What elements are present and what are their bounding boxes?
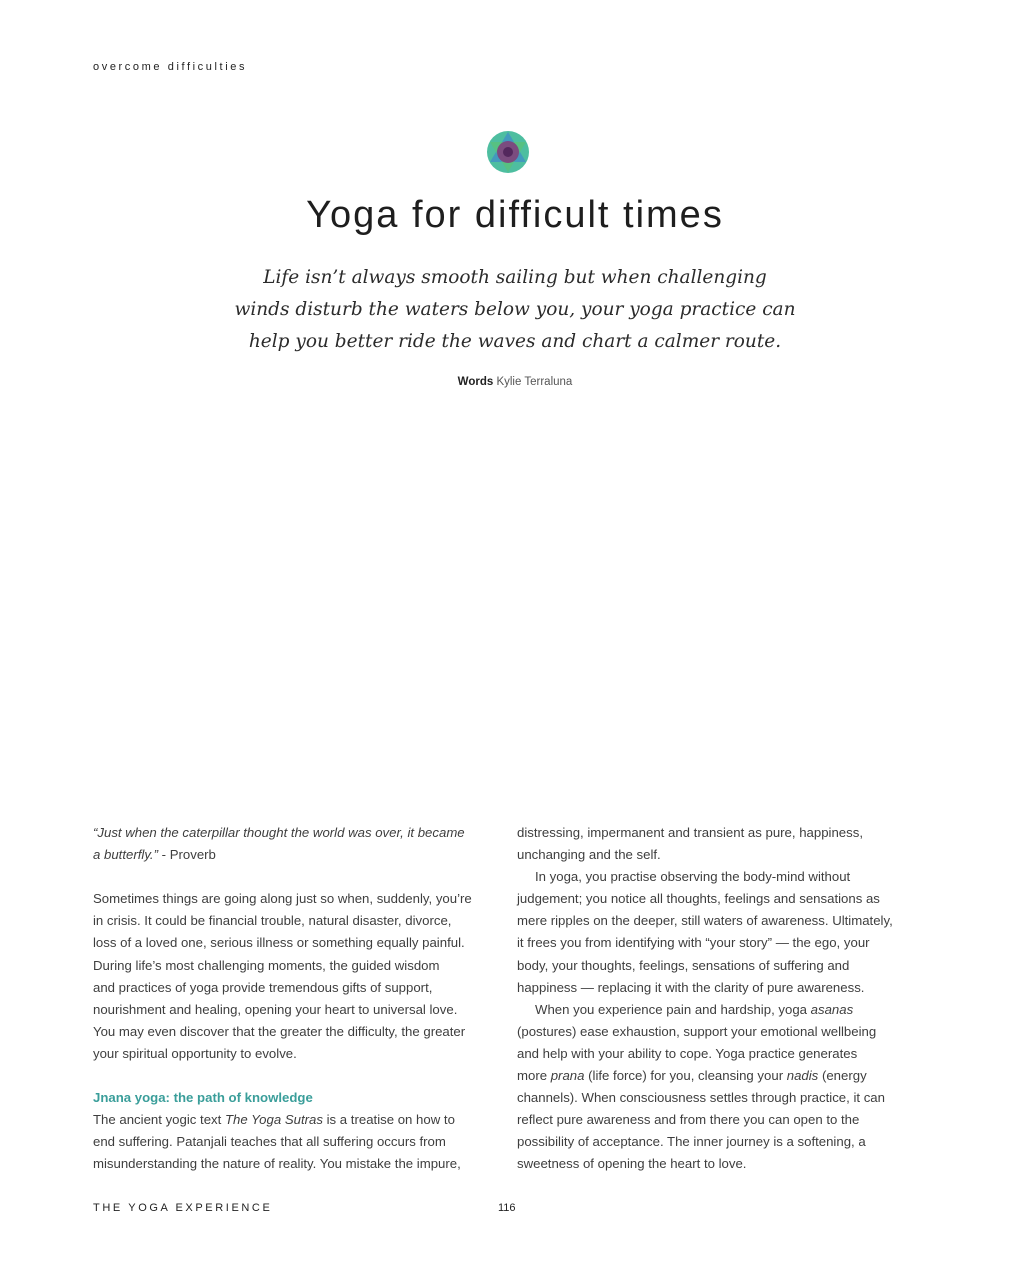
body-line: judgement; you notice all thoughts, feelings and sensations as [517,891,880,907]
page-number: 116 [498,1202,516,1214]
body-line: your spiritual opportunity to evolve. [93,1045,297,1061]
body-line: distressing, impermanent and transient as pure, happiness, [517,825,863,840]
body-line: body, your thoughts, feelings, sensations of suffering and [517,957,850,973]
section-heading: Jnana yoga: the path of knowledge [93,1090,313,1106]
article-lede [215,262,815,358]
body-line: end suffering. Patanjali teaches that all suffering occurs from [93,1134,446,1150]
mandala-icon [485,129,531,175]
body-line: mere ripples on the deeper, still waters of awareness. Ultimately, [517,913,893,929]
body-line: happiness — replacing it with the clarity of pure awareness. [517,979,865,995]
body-line: You may even discover that the greater the difficulty, the greater [93,1023,466,1039]
body-line: reflect pure awareness and from there you can open to the [517,1112,860,1128]
lede-line: Life isn’t always smooth sailing but when challenging [263,267,767,288]
right-column [517,822,929,1176]
body-line: channels). When consciousness settles through practice, it can [517,1090,885,1106]
page-title: Yoga for difficult times [306,194,724,236]
left-column [93,822,503,1176]
body-line: sweetness of opening the heart to love. [517,1156,747,1172]
byline-label: Words [457,376,494,388]
quote-line: a butterfly.” - Proverb [93,847,216,863]
body-line: and help with your ability to cope. Yoga practice generates [517,1045,858,1061]
body-line: possibility of acceptance. The inner journey is a softening, a [517,1134,866,1150]
body-line: misunderstanding the nature of reality. You mistake the impure, [93,1156,461,1172]
quote-line: “Just when the caterpillar thought the world was over, it became [93,825,465,840]
section-tag: overcome difficulties [93,61,248,73]
body-line: more prana (life force) for you, cleansing your nadis (energy [517,1068,867,1084]
lede-line: winds disturb the waters below you, your yoga practice can [234,299,796,320]
body-line: (postures) ease exhaustion, support your emotional wellbeing [517,1023,877,1039]
body-line: unchanging and the self. [517,847,661,863]
body-line: During life’s most challenging moments, the guided wisdom [93,957,440,973]
body-line: Sometimes things are going along just so when, suddenly, you’re [93,891,472,907]
byline [0,376,1030,388]
body-line: it frees you from identifying with “your story” — the ego, your [517,935,870,951]
body-line: In yoga, you practise observing the body-mind without [535,869,851,885]
magazine-name: THE YOGA EXPERIENCE [93,1202,273,1214]
body-line: and practices of yoga provide tremendous gifts of support, [93,979,433,995]
body-line: When you experience pain and hardship, yoga asanas [535,1001,854,1017]
body-line: The ancient yogic text The Yoga Sutras is a treatise on how to [93,1112,455,1128]
lede-line: help you better ride the waves and chart a calmer route. [248,331,782,352]
body-line: nourishment and healing, opening your heart to universal love. [93,1001,458,1017]
body-line: in crisis. It could be financial trouble, natural disaster, divorce, [93,913,452,929]
byline-author: Kylie Terraluna [496,376,573,388]
body-line: loss of a loved one, serious illness or something equally painful. [93,935,465,951]
